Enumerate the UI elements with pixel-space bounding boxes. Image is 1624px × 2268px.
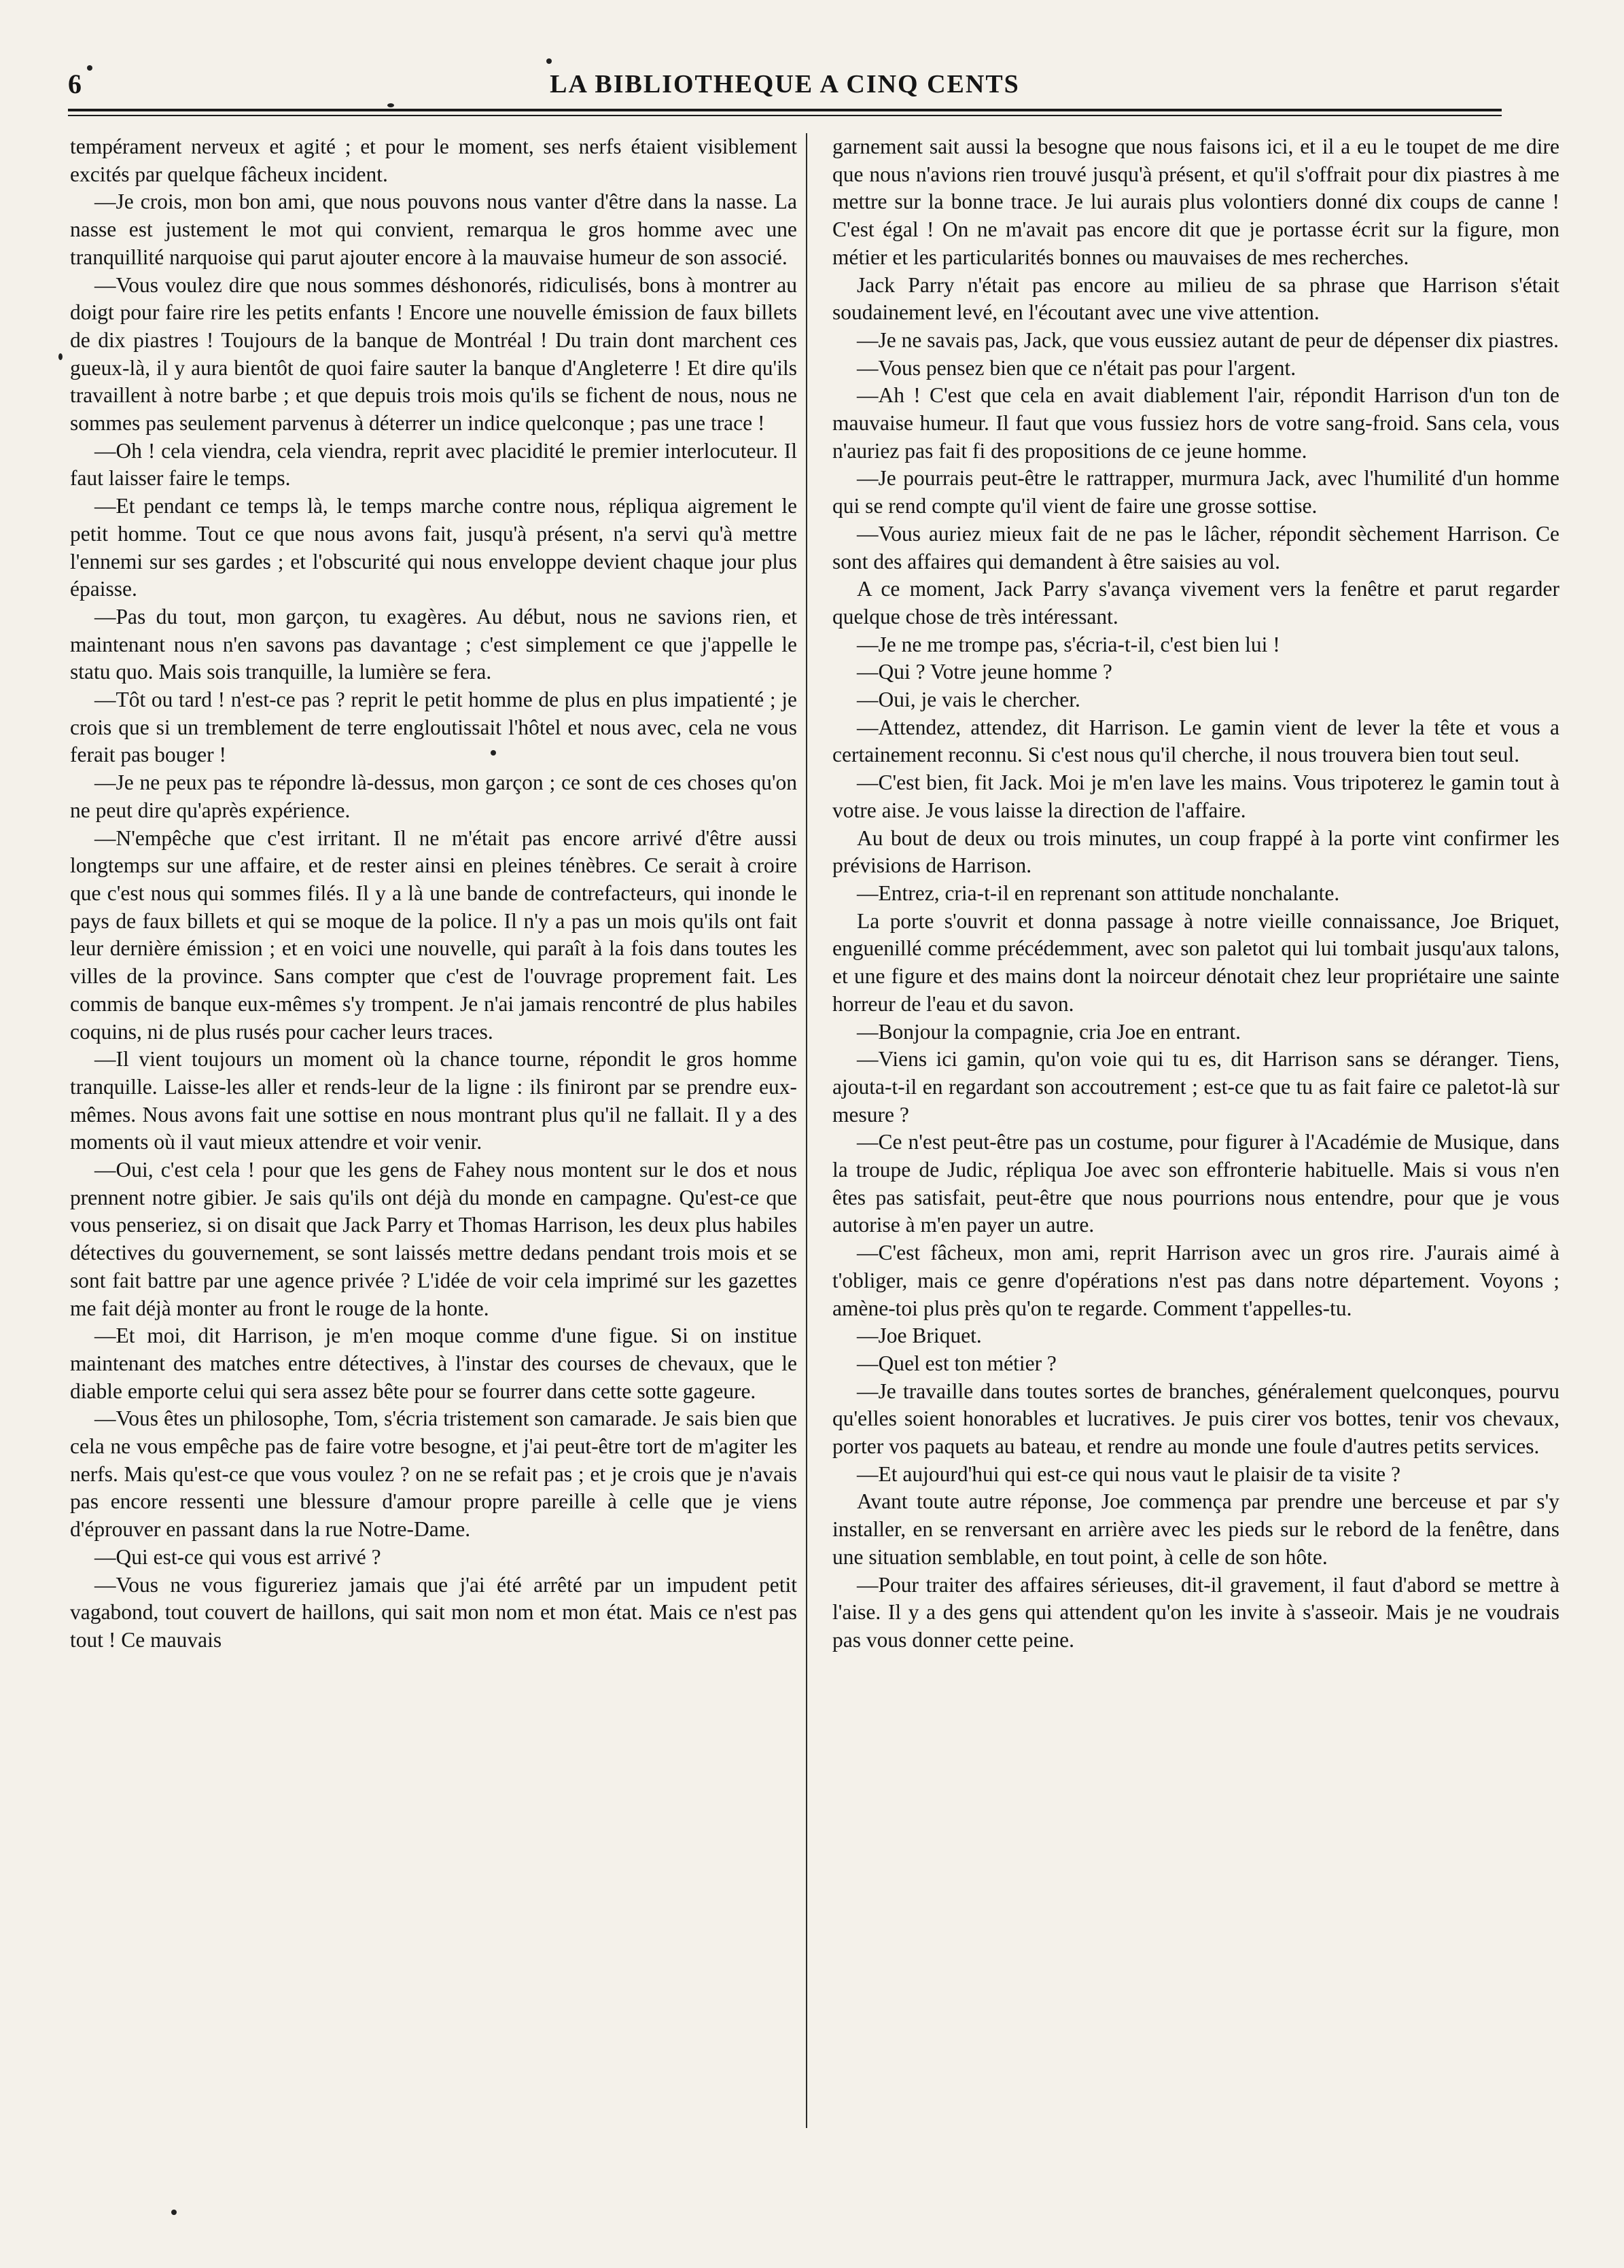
paragraph: —Vous voulez dire que nous sommes déshonorés, ridiculisés, bons à montrer au doigt pour faire rire les petits enfants ! Encore une nouvelle émission de faux billets de dix piastres ! Toujours de la banque de Montréal ! Du train dont marchent ces gueux-là, il y aura bientôt de quoi faire sauter la banque d'Angleterre ! Et dire qu'ils travaillent à notre barbe ; et que depuis trois mois qu'ils se fichent de nous, nous ne sommes pas seulement parvenus à déterrer un indice quelconque ; pas une trace ! — [70, 272, 797, 436]
paragraph: —Pas du tout, mon garçon, tu exagères. Au début, nous ne savions rien, et maintenant nous n'en savons pas davantage ; c'est simplement ce que j'appelle le statu quo. Mais sois tranquille, la lumière se fera. — [70, 604, 797, 684]
paragraph: —Qui est-ce qui vous est arrivé ? — [94, 1544, 381, 1569]
paragraph: —Entrez, cria-t-il en reprenant son attitude nonchalante. — [857, 881, 1340, 905]
paragraph: A ce moment, Jack Parry s'avança vivement vers la fenêtre et parut regarder quelque chose de très intéressant. — [832, 577, 1559, 628]
header-rule-thin — [68, 115, 1502, 116]
page-header — [68, 65, 1502, 105]
paragraph: —N'empêche que c'est irritant. Il ne m'était pas encore arrivé d'être aussi longtemps sur une affaire, et de rester ainsi en pleines ténèbres. Ce serait à croire que c'est nous qui sommes filés. Il y a là une bande de contrefacteurs, qui inonde le pays de faux billets et qui se moque de la police. Il n'y a pas un mois qu'ils ont fait leur dernière émission ; et en voici une nouvelle, qui paraît à la fois dans toutes les villes de la province. Sans compter que c'est de l'ouvrage proprement fait. Les commis de banque eux-mêmes s'y trompent. Je n'ai jamais rencontré de plus habiles coquins, ni de plus rusés pour cacher leurs traces. — [70, 826, 797, 1044]
text-column-right — [832, 133, 1559, 2131]
text-column-left — [70, 133, 797, 2131]
paragraph: garnement sait aussi la besogne que nous faisons ici, et il a eu le toupet de me dire que nous n'avions rien trouvé jusqu'à présent, et qu'il s'offrait pour dix piastres à me mettre sur la bonne trace. Je lui aurais plus volontiers donné dix coups de canne ! C'est égal ! On ne m'avait pas encore dit que je portasse écrit sur la figure, mon métier et les particularités bonnes ou mauvaises de mes recherches. — [832, 135, 1559, 269]
ink-speck — [491, 750, 496, 756]
paragraph: Avant toute autre réponse, Joe commença par prendre une berceuse et par s'y installer, en se renversant en arrière avec les pieds sur le rebord de la fenêtre, dans une situation semblable, en tout point, à celle de son hôte. — [832, 1489, 1559, 1569]
paragraph: —Je crois, mon bon ami, que nous pouvons nous vanter d'être dans la nasse. La nasse est justement le mot qui convient, remarqua le gros homme avec une tranquillité narquoise qui parut ajouter encore à la mauvaise humeur de son associé. — [70, 190, 797, 269]
paragraph: —Ce n'est peut-être pas un costume, pour figurer à l'Académie de Musique, dans la troupe de Judic, répliqua Joe avec son effronterie habituelle. Mais si vous n'en êtes pas satisfait, peut-être que nous pourrions nous entendre, pour que je vous autorise à m'en payer un autre. — [832, 1130, 1559, 1237]
paragraph: —Attendez, attendez, dit Harrison. Le gamin vient de lever la tête et vous a certainement reconnu. Si c'est nous qu'il cherche, il nous trouvera bien tout seul. — [832, 715, 1559, 767]
paragraph: —Je ne peux pas te répondre là-dessus, mon garçon ; ce sont de ces choses qu'on ne peut dire qu'après expérience. — [70, 770, 797, 822]
ink-speck — [87, 65, 92, 71]
paragraph: —Quel est ton métier ? — [857, 1351, 1057, 1375]
paragraph: —Vous auriez mieux fait de ne pas le lâcher, répondit sèchement Harrison. Ce sont des affaires qui demandent à être saisies au vol. — [832, 521, 1559, 573]
paragraph: —Vous pensez bien que ce n'était pas pour l'argent. — [857, 355, 1296, 380]
paragraph: —Et aujourd'hui qui est-ce qui nous vaut le plaisir de ta visite ? — [857, 1461, 1400, 1486]
paragraph: —Je pourrais peut-être le rattrapper, murmura Jack, avec l'humilité d'un homme qui se rend compte qu'il vient de faire une grosse sottise. — [832, 466, 1559, 518]
paragraph: —Je travaille dans toutes sortes de branches, généralement quelconques, pourvu qu'elles soient honorables et lucratives. Je puis cirer vos bottes, tenir vos chevaux, porter vos paquets au bateau, et rendre au monde une foule d'autres petits services. — [832, 1379, 1559, 1459]
paragraph: —Viens ici gamin, qu'on voie qui tu es, dit Harrison sans se déranger. Tiens, ajouta-t-il en regardant son accoutrement ; est-ce que tu as fait faire ce paletot-là sur mesure ? — [832, 1047, 1559, 1127]
ink-speck — [58, 353, 63, 360]
paragraph: —Ah ! C'est que cela en avait diablement l'air, répondit Harrison d'un ton de mauvaise humeur. Il faut que vous fussiez hors de votre sang-froid. Sans cela, vous n'auriez pas fait fi des propositions de ce jeune homme. — [832, 383, 1559, 463]
paragraph: —Oui, c'est cela ! pour que les gens de Fahey nous montent sur le dos et nous prennent notre gibier. Je sais qu'ils ont déjà du monde en campagne. Qu'est-ce que vous penseriez, si on disait que Jack Parry et Thomas Harrison, les deux plus habiles détectives du gouvernement, se sont laissés mettre dedans pendant trois mois et se sont fait battre par une agence privée ? L'idée de voir cela imprimé sur les gazettes me fait déjà monter au front le rouge de la honte. — [70, 1158, 797, 1320]
paragraph: —Oui, je vais le chercher. — [857, 688, 1080, 712]
paragraph: —Joe Briquet. — [857, 1324, 982, 1348]
paragraph: —Bonjour la compagnie, cria Joe en entrant. — [857, 1019, 1241, 1044]
paragraph: —Il vient toujours un moment où la chance tourne, répondit le gros homme tranquille. Laisse-les aller et rends-leur de la ligne : ils finiront par se prendre eux-mêmes. Nous avons fait une sottise en nous montrant plus qu'il ne fallait. Il y a des moments où il vaut mieux attendre et voir venir. — [70, 1047, 797, 1154]
paragraph: —Oh ! cela viendra, cela viendra, reprit avec placidité le premier interlocuteur. Il faut laisser faire le temps. — [70, 438, 797, 491]
page-number: 6 — [68, 69, 82, 99]
column-divider — [806, 133, 807, 2128]
paragraph: —Je ne me trompe pas, s'écria-t-il, c'est bien lui ! — [857, 632, 1280, 656]
header-rule-thick — [68, 109, 1502, 111]
paragraph: —Et moi, dit Harrison, je m'en moque comme d'une figue. Si on institue maintenant des matches entre détectives, à l'instar des courses de chevaux, que le diable emporte celui qui sera assez bête pour se fourrer dans cette sotte gageure. — [70, 1324, 797, 1403]
ink-speck — [546, 58, 552, 64]
ink-speck — [387, 103, 394, 107]
journal-title: LA BIBLIOTHEQUE A CINQ CENTS — [550, 70, 1020, 99]
paragraph: tempérament nerveux et agité ; et pour le moment, ses nerfs étaient visiblement excités par quelque fâcheux incident. — [70, 135, 797, 186]
paragraph: Jack Parry n'était pas encore au milieu de sa phrase que Harrison s'était soudainement levé, en l'écoutant avec une vive attention. — [832, 272, 1559, 325]
paragraph: —Vous êtes un philosophe, Tom, s'écria tristement son camarade. Je sais bien que cela ne vous empêche pas de faire votre besogne, et j'ai peut-être tort de m'agiter les nerfs. Mais qu'est-ce que vous voulez ? on ne se refait pas ; et je crois que je n'avais pas encore ressenti une blessure d'amour propre pareille à celle que je viens d'éprouver en passant dans la rue Notre-Dame. — [70, 1406, 797, 1542]
paragraph: —Pour traiter des affaires sérieuses, dit-il gravement, il faut d'abord se mettre à l'aise. Il y a des gens qui attendent qu'on les invite à s'asseoir. Mais je ne voudrais pas vous donner cette peine. — [832, 1572, 1559, 1652]
paragraph: —Je ne savais pas, Jack, que vous eussiez autant de peur de dépenser dix piastres. — [857, 327, 1559, 352]
paragraph: —Qui ? Votre jeune homme ? — [857, 660, 1112, 684]
paragraph: Au bout de deux ou trois minutes, un coup frappé à la porte vint confirmer les prévisions de Harrison. — [832, 826, 1559, 878]
paragraph: —Et pendant ce temps là, le temps marche contre nous, répliqua aigrement le petit homme. Tout ce que nous avons fait, jusqu'à présent, n'a servi qu'à mettre l'ennemi sur ses gardes ; et l'obscurité qui nous enveloppe devient chaque jour plus épaisse. — [70, 494, 797, 601]
paragraph: —C'est bien, fit Jack. Moi je m'en lave les mains. Vous tripoterez le gamin tout à votre aise. Je vous laisse la direction de l'affaire. — [832, 770, 1559, 822]
paragraph: —Vous ne vous figureriez jamais que j'ai été arrêté par un impudent petit vagabond, tout couvert de haillons, qui sait mon nom et mon état. Mais ce n'est pas tout ! Ce mauvais — [70, 1572, 797, 1652]
paragraph: —C'est fâcheux, mon ami, reprit Harrison avec un gros rire. J'aurais aimé à t'obliger, mais ce genre d'opérations n'est pas dans notre département. Voyons ; amène-toi plus près qu'on te regarde. Comment t'appelles-tu. — [832, 1241, 1559, 1320]
paragraph: La porte s'ouvrit et donna passage à notre vieille connaissance, Joe Briquet, enguenillé comme précédemment, avec son paletot qui lui tombait jusqu'aux talons, et une figure et des mains dont la noirceur dénotait chez leur propriétaire une sainte horreur de l'eau et du savon. — [832, 908, 1559, 1016]
ink-speck — [171, 2210, 177, 2215]
paragraph: —Tôt ou tard ! n'est-ce pas ? reprit le petit homme de plus en plus impatienté ; je crois que si un tremblement de terre engloutissait l'hôtel et nous avec, cela ne vous ferait pas bouger ! — [70, 688, 797, 767]
